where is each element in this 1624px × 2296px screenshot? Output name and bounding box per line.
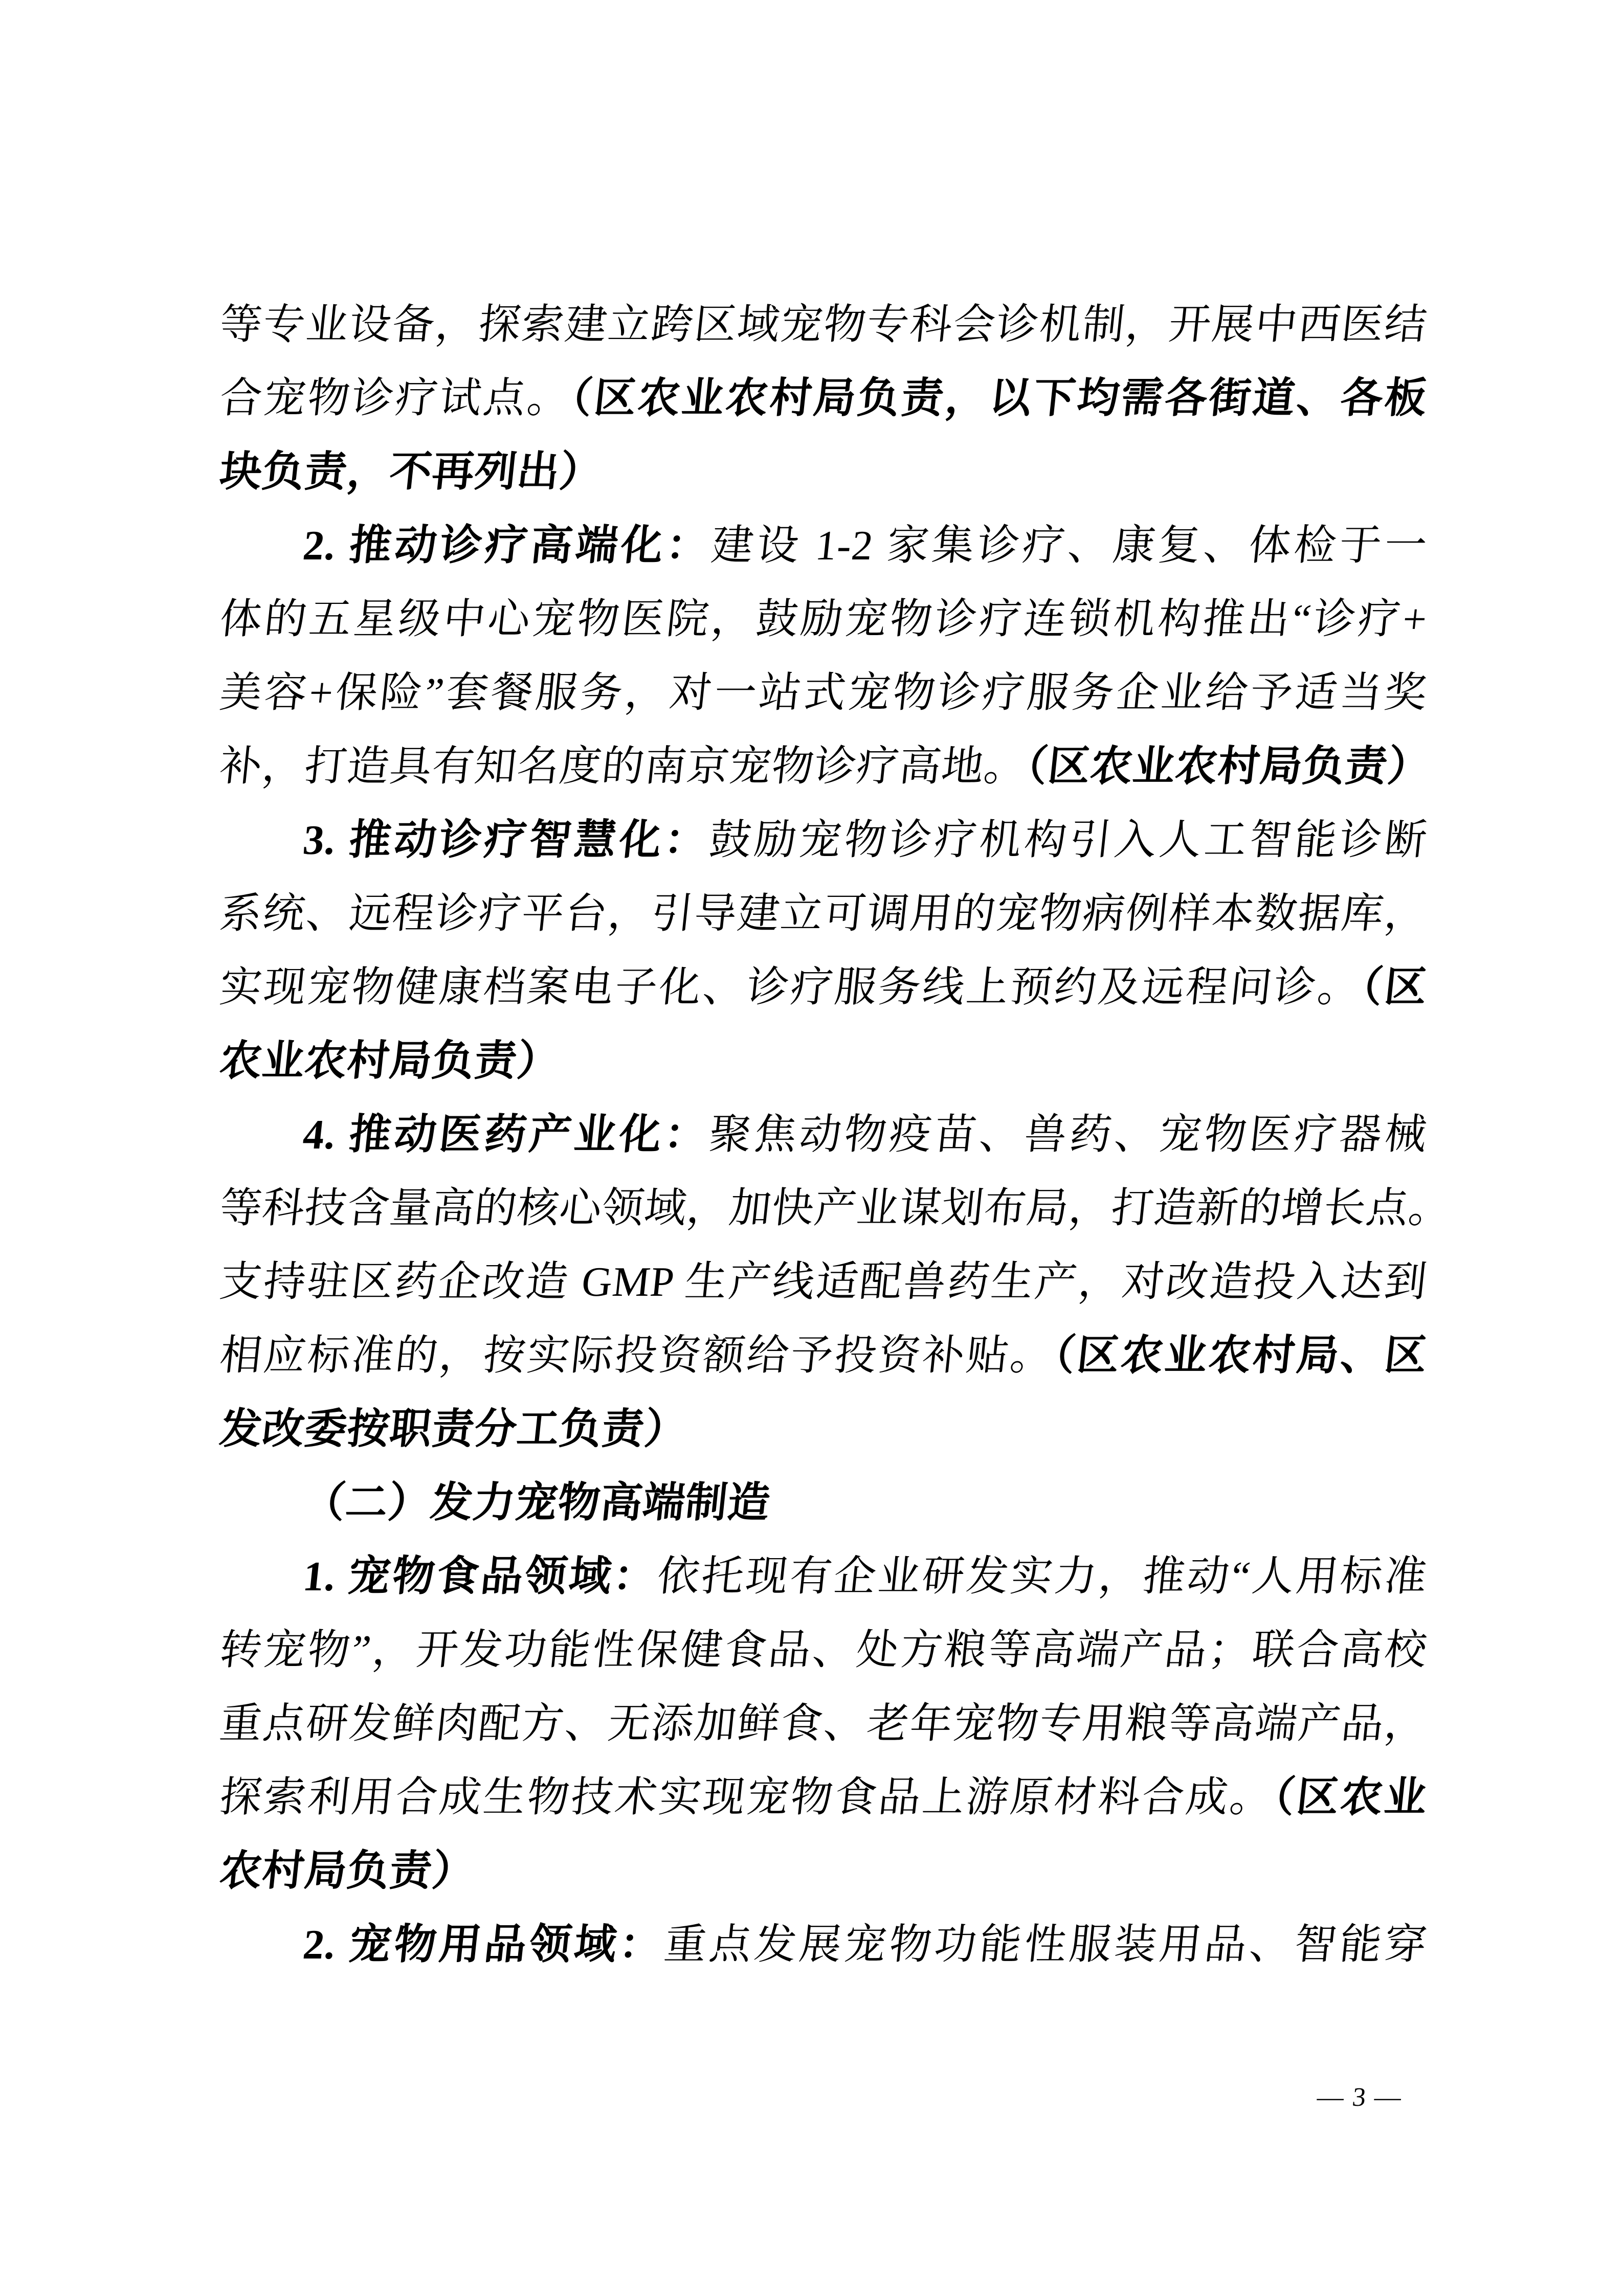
bold-text-run: （二）发力宠物高端制造 — [301, 1479, 773, 1526]
bold-text-run: 农业农村局负责） — [217, 1038, 562, 1084]
text-run: 转宠物”，开发功能性保健食品、处方粮等高端产品；联合高校 — [217, 1627, 1430, 1673]
text-line — [216, 1098, 1431, 1172]
bold-text-run: 3. 推动诊疗智慧化： — [301, 817, 712, 863]
text-line — [216, 1466, 1431, 1540]
text-line — [216, 435, 1431, 509]
text-run: 等专业设备，探索建立跨区域宠物专科会诊机制，开展中西医结 — [217, 301, 1430, 348]
text-run: 相应标准的，按实际投资额给予投资补贴。 — [217, 1332, 1057, 1379]
text-line — [216, 730, 1431, 803]
text-line — [216, 656, 1431, 730]
bold-text-run: 1. 宠物食品领域： — [301, 1553, 660, 1600]
text-line — [216, 1319, 1431, 1392]
text-run: 系统、远程诊疗平台，引导建立可调用的宠物病例样本数据库， — [217, 890, 1430, 937]
bold-text-run: （区农业农村局、区 — [1052, 1332, 1430, 1379]
text-run: 实现宠物健康档案电子化、诊疗服务线上预约及远程问诊。 — [217, 964, 1364, 1010]
text-line — [216, 288, 1431, 362]
bold-text-run: 块负责，不再列出） — [217, 448, 605, 495]
page-number: — 3 — — [1316, 2083, 1404, 2112]
text-line — [216, 582, 1431, 656]
text-run: 鼓励宠物诊疗机构引入人工智能诊断 — [707, 817, 1430, 863]
text-line — [216, 1245, 1431, 1319]
text-run: 体的五星级中心宠物医院，鼓励宠物诊疗连锁机构推出“诊疗+ — [217, 596, 1430, 642]
document-body — [217, 288, 1454, 1982]
bold-text-run: 农村局负责） — [217, 1848, 477, 1894]
bold-text-run: （区农业农村局负责） — [1024, 743, 1433, 790]
text-line — [216, 1024, 1431, 1098]
text-line — [216, 362, 1431, 435]
bold-text-run: （区农业 — [1271, 1774, 1430, 1820]
text-run: 重点研发鲜肉配方、无添加鲜食、老年宠物专用粮等高端产品， — [217, 1700, 1430, 1747]
text-run: 等科技含量高的核心领域，加快产业谋划布局，打造新的增长点。 — [217, 1185, 1454, 1231]
bold-text-run: 2. 宠物用品领域： — [301, 1921, 667, 1968]
text-run: 聚焦动物疫苗、兽药、宠物医疗器械 — [707, 1111, 1430, 1158]
text-line — [216, 1761, 1431, 1834]
text-run: 合宠物诊疗试点。 — [217, 375, 574, 421]
text-line — [216, 951, 1431, 1024]
text-run: 建设 1-2 家集诊疗、康复、体检于一 — [709, 522, 1430, 569]
bold-text-run: （区农业农村局负责，以下均需各街道、各板 — [569, 375, 1430, 421]
text-run: 美容+保险”套餐服务，对一站式宠物诊疗服务企业给予适当奖 — [217, 669, 1430, 716]
text-line — [216, 803, 1431, 877]
bold-text-run: 4. 推动医药产业化： — [301, 1111, 712, 1158]
text-line — [216, 509, 1431, 582]
text-line — [216, 1834, 1431, 1908]
text-run: 补，打造具有知名度的南京宠物诊疗高地。 — [217, 743, 1029, 790]
text-line — [216, 1613, 1431, 1687]
bold-text-run: （区 — [1359, 964, 1430, 1010]
text-run: 重点发展宠物功能性服装用品、智能穿 — [662, 1921, 1430, 1968]
text-line — [216, 1908, 1431, 1982]
bold-text-run: 2. 推动诊疗高端化： — [301, 522, 714, 569]
text-run: 支持驻区药企改造 GMP 生产线适配兽药生产，对改造投入达到 — [217, 1258, 1430, 1305]
text-line — [216, 1392, 1431, 1466]
text-line — [216, 1172, 1454, 1245]
text-run: 探索利用合成生物技术实现宠物食品上游原材料合成。 — [217, 1774, 1277, 1820]
text-line — [216, 1687, 1431, 1761]
bold-text-run: 发改委按职责分工负责） — [217, 1406, 689, 1452]
text-line — [216, 1540, 1431, 1613]
text-run: 依托现有企业研发实力，推动“人用标准 — [655, 1553, 1430, 1600]
text-line — [216, 877, 1431, 951]
